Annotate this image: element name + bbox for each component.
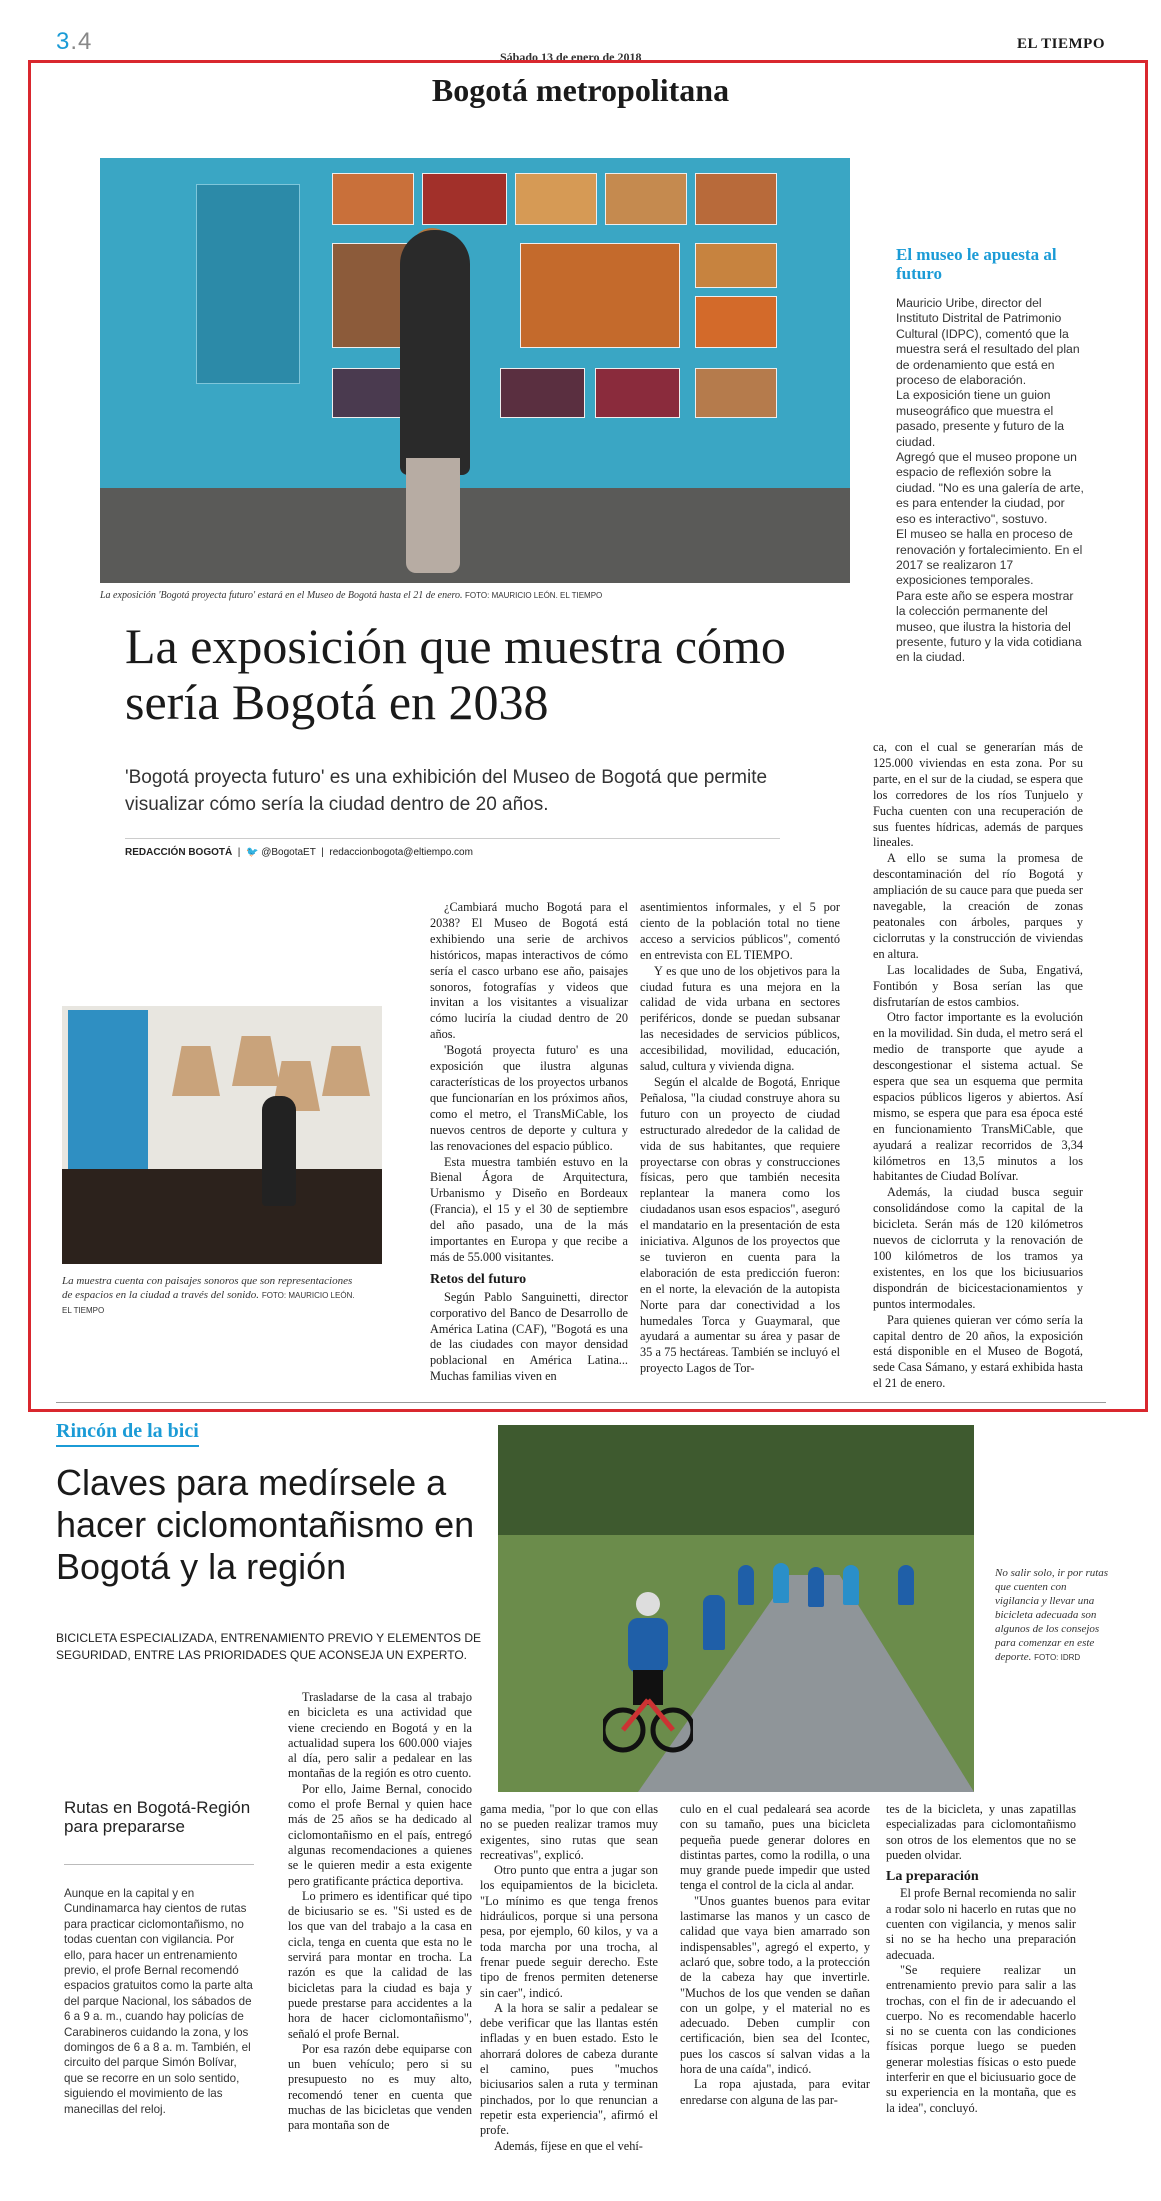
twitter-icon: 🐦 — [245, 847, 259, 858]
article-column-2 — [640, 900, 840, 1377]
paragraph: Otro factor importante es la evolución en la movilidad. Sin duda, el metro será el medio de transporte que ayude a descongestionar el sistema actual. Se espera que sea un esquema que permita espacios públicos ligeros y abiertos. Así mismo, se espera que para esa época esté en funcionamiento TransMiCable, que ayudará a realizar recorridos de 3,34 kilómetros en 13,5 minutos a los habitantes de Ciudad Bolívar. — [873, 1010, 1083, 1184]
page-number — [56, 28, 92, 56]
caption-text: La exposición 'Bogotá proyecta futuro' estará en el Museo de Bogotá hasta el 21 de enero. — [100, 590, 463, 601]
cyclists-photo — [498, 1425, 974, 1792]
subheading: Retos del futuro — [430, 1271, 527, 1287]
photo2-caption — [62, 1274, 362, 1318]
paragraph: Por esa razón debe equiparse con un buen vehículo; pero si su presupuesto no es muy alto, recomendó tener en cuenta que muchas de las bicicletas que venden para montaña son de — [288, 2041, 472, 2133]
paragraph: Esta muestra también estuvo en la Bienal Ágora de Arquitectura, Urbanismo y Diseño en Bordeaux (Francia), el 15 y el 30 de septiembre del año pasado, una de la más importantes en Europa y que recibe a más de 55.000 visitantes. — [430, 1154, 628, 1264]
exhibit-picture — [500, 368, 585, 418]
paragraph: Por ello, Jaime Bernal, conocido como el profe Bernal y quien hace más de 25 años se ha dedicado al ciclomontañismo en el país, entregó algunas recomendaciones a quienes se le quieren medir a esta exigente pero gratificante práctica deportiva. — [288, 1781, 472, 1888]
paragraph: Y es que uno de los objetivos para la ciudad futura es una mejora en la calidad de vida urbana en sectores periféricos, donde se puedan subsanar las necesidades de servicios públicos, accesibilidad, movilidad, educación, salud, cultura y vivienda digna. — [640, 963, 840, 1074]
paragraph: asentimientos informales, y el 5 por ciento de la población total no tiene acceso a servicios públicos", comentó en entrevista con EL TIEMPO. — [640, 900, 840, 962]
byline-twitter[interactable]: @BogotaET — [261, 847, 316, 858]
exhibit-picture — [695, 368, 777, 418]
headline: La exposición que muestra cómo sería Bogotá en 2038 — [125, 618, 786, 730]
bike-column-4 — [886, 1802, 1076, 2116]
lamp-shade — [172, 1046, 220, 1096]
paragraph: ca, con el cual se generarían más de 125.000 viviendas en esta zona. Por su parte, en el sur de la ciudad, se espera que los corredores de los ríos Tunjuelo y Fucha cuenten con una recuperación de sus fuentes hídricas, además de parques lineales. — [873, 740, 1083, 850]
exhibit-picture — [520, 243, 680, 348]
article-column-1 — [430, 900, 628, 1385]
byline: REDACCIÓN BOGOTÁ | 🐦 @BogotaET | redaccionbogota@eltiempo.com — [125, 838, 780, 858]
info-panel — [196, 184, 300, 384]
paragraph: tes de la bicicleta, y unas zapatillas especializadas para ciclomontañismo son otros de los elementos que no se pueden olvidar. — [886, 1802, 1076, 1862]
sidebar-paragraph: Mauricio Uribe, director del Instituto Distrital de Patrimonio Cultural (IDPC), comentó que la muestra será el resultado del plan de ordenamiento que está en proceso de elaboración. — [896, 296, 1080, 388]
paragraph: El profe Bernal recomienda no salir a rodar solo ni hacerlo en rutas que no cuenten con vigilancia, y menos salir si no se ha hecho una preparación adecuada. — [886, 1886, 1076, 1962]
photo-credit: FOTO: MAURICIO LEÓN. EL TIEMPO — [62, 1291, 355, 1315]
paragraph: Trasladarse de la casa al trabajo en bicicleta es una actividad que viene creciendo en Bogotá y en la actualidad supera los 600.000 viajes al día, pero salir a pedalear en las montañas de la región es otro cuento. — [288, 1690, 472, 1781]
bike-column-1 — [288, 1690, 472, 2134]
box-body: Aunque en la capital y en Cundinamarca hay cientos de rutas para practicar ciclomontañismo, no todas cuentan con vigilancia. Por ello, para hacer un entrenamiento previo, el profe Bernal recomendó espacios gratuitos como la parte alta del parque Nacional, los sábados de 6 a 9 a. m., cuando hay policías de Carabineros cuidando la zona, y los domingos de 6 a 8 a. m. También, el circuito del parque Simón Bolívar, que se recorre en un solo sentido, siguiendo el movimiento de las manecillas del reloj. — [64, 1887, 253, 2116]
byline-author: REDACCIÓN BOGOTÁ — [125, 847, 233, 858]
visitor-figure — [262, 1096, 296, 1206]
caption-text: No salir solo, ir por rutas que cuenten con vigilancia y llevar una bicicleta adecuada son algunos de los consejos para comenzar en este deporte. — [995, 1567, 1109, 1663]
sidebar-title: El museo le apuesta al futuro — [896, 245, 1057, 283]
kicker: Rincón de la bici — [56, 1420, 199, 1447]
bike-column-3 — [680, 1802, 870, 2108]
paragraph: Lo primero es identificar qué tipo de biciusario se es. "Si usted es de los que van del trabajo a la casa en cicla, tenga en cuenta que esta no le servirá para montar en trocha. La razón es que la calidad de las bicicletas para la ciudad es baja y puede prestarse para accidentes a la hora de hacer ciclomontañismo", señaló el profe Bernal. — [288, 1888, 472, 2041]
exhibit-picture — [332, 173, 414, 225]
exhibit-picture — [595, 368, 680, 418]
subheading: La preparación — [886, 1869, 979, 1885]
sidebar-paragraph: Para este año se espera mostrar la colección permanente del museo, que ilustra la historia del presente, futuro y la vida cotidiana en la ciudad. — [896, 588, 1082, 665]
box-rule — [64, 1864, 254, 1865]
cyclist — [808, 1567, 824, 1607]
sidebar-paragraph: La exposición tiene un guion museográfico que muestra el pasado, presente y futuro de la ciudad. — [896, 388, 1065, 449]
deck: 'Bogotá proyecta futuro' es una exhibición del Museo de Bogotá que permite visualizar cómo sería la ciudad dentro de 20 años. — [125, 767, 768, 815]
lead-cyclist — [603, 1590, 693, 1755]
exhibit-picture — [695, 296, 777, 348]
paragraph: Además, fíjese en que el vehí- — [494, 2138, 643, 2153]
floor — [62, 1169, 382, 1264]
bike-headline: Claves para medírsele a hacer ciclomontañismo en Bogotá y la región — [56, 1462, 475, 1587]
page-number-sub: .4 — [70, 28, 93, 55]
paragraph: Otro punto que entra a jugar son los equipamientos de la bicicleta. "Lo mínimo es que tenga frenos hidráulicos, porque si una persona pesa, por ejemplo, 60 kilos, y va a toda marcha por una trocha, al frenar puede seguir derecho. Este tipo de frenos permiten detenerse sin caer", indicó. — [480, 1863, 658, 2000]
byline-email[interactable]: redaccionbogota@eltiempo.com — [329, 847, 473, 858]
sound-installation-photo — [62, 1006, 382, 1264]
paragraph: Según Pablo Sanguinetti, director corporativo del Banco de Desarrollo de América Latina (CAF), "Bogotá es una de las ciudades con mayor densidad poblacional en América Latina... Muchas familias viven en — [430, 1289, 628, 1384]
issue-date: Sábado 13 de enero de 2018 — [500, 50, 642, 64]
page-number-main: 3 — [56, 28, 71, 55]
photo-credit: FOTO: IDRD — [1034, 1653, 1081, 1662]
paragraph: A la hora se salir a pedalear se debe verificar que las llantas estén infladas y en buen estado. Esto le ahorrará dolores de cabeza durante el camino, pues "muchos biciusarios salen a ruta y terminan pinchados, por lo que renuncian a repetir esta experiencia", afirmó el profe. — [480, 2000, 658, 2138]
paragraph: 'Bogotá proyecta futuro' es una exposición que ilustra algunas características de los proyectos urbanos que funcionarían en los próximos años, como el metro, el TransMiCable, los nuevos centros de deporte y cultura y las renovaciones del espacio público. — [430, 1043, 628, 1153]
section-divider — [56, 1402, 1106, 1403]
photo-caption — [100, 590, 860, 601]
cyclist — [773, 1563, 789, 1603]
section-title: Bogotá metropolitana — [431, 72, 730, 108]
lamp-shade — [322, 1046, 370, 1096]
exhibit-picture — [695, 243, 777, 288]
exhibition-photo — [100, 158, 850, 583]
sidebar-body — [896, 296, 1086, 666]
exhibit-picture — [605, 173, 687, 225]
paragraph: gama media, "por lo que con ellas no se pueden realizar tramos muy exigentes, sino rutas que sean recreativas", explicó. — [480, 1802, 658, 1862]
exhibit-picture — [695, 173, 777, 225]
newspaper-logo: EL TIEMPO — [1017, 36, 1105, 52]
sidebar-paragraph: Agregó que el museo propone un espacio de reflexión sobre la ciudad. "No es una galería de arte, es para entender la ciudad, por eso es interactivo", sostuvo. — [896, 450, 1084, 526]
exhibit-picture — [515, 173, 597, 225]
trees — [498, 1425, 974, 1535]
paragraph: A ello se suma la promesa de descontaminación del río Bogotá y ampliación de su cauce para que pueda ser navegable, la creación de zonas peatonales con árboles, parques y ciclorrutas y la construcción de viviendas en altura. — [873, 851, 1083, 961]
floor — [100, 488, 850, 583]
box-title: Rutas en Bogotá-Región para prepararse — [64, 1798, 251, 1836]
paragraph: Además, la ciudad busca seguir consolidándose como la capital de la bicicleta. Serán más de 120 kilómetros nuevos de ciclorruta y la renovación de 100 kilómetros de los tramos ya existentes, en los que los biciusuarios dispondrán de bicicestacionamientos y puntos intermodales. — [873, 1185, 1083, 1311]
paragraph: La ropa ajustada, para evitar enredarse con alguna de las par- — [680, 2077, 870, 2107]
paragraph: Según el alcalde de Bogotá, Enrique Peñalosa, "la ciudad construye ahora su futuro con un proyecto de ciudad estructurado alrededor de la calidad de vida de sus habitantes, que requiere proyectarse con obras y construcciones físicas, pero que también necesita replantear la manera como los ciudadanos usan esos espacios", aseguró el mandatario en la presentación de esta iniciativa. Algunos de los proyectos que se tuvieron en cuenta para la elaboración de esta predicción fueron: en el norte, la elevación de la autopista Norte para dar conectividad a los humedales Torca y Guaymaral, que ayudará a aumentar su área y pasar de 35 a 75 hectáreas. También se incluyó el proyecto Lagos de Tor- — [640, 1074, 840, 1376]
cyclist — [843, 1565, 859, 1605]
paragraph: "Unos guantes buenos para evitar lastimarse las manos y un casco de calidad que vaya bien amarrado son indispensables", agregó el experto, y aclaró que, sobre todo, a la protección de la cabeza hay que invertirle. "Muchos de los que venden se dañan con un golpe, y el material no es adecuado. Deben cumplir con certificación, bien sea del Icontec, pues los cascos sí salvan vidas a la hora de una caída", indicó. — [680, 1893, 870, 2077]
paragraph: "Se requiere realizar un entrenamiento previo para salir a las trochas, con el fin de ir adecuando el cuerpo. No es recomendable hacerlo si no se cuenta con las condiciones físicas porque luego se pueden generar molestias físicas o esto puede interferir en que el biciusuario goce de su experiencia en la montaña, que es la idea", concluyó. — [886, 1962, 1076, 2115]
paragraph: Las localidades de Suba, Engativá, Fontibón y Bosa serían las que disfrutarían de estos cambios. — [873, 962, 1083, 1009]
bike-photo-caption — [995, 1566, 1113, 1665]
lamp-shade — [232, 1036, 280, 1086]
visitor-figure — [400, 230, 470, 475]
article-column-3 — [873, 740, 1083, 1392]
exhibit-picture — [422, 173, 507, 225]
visitor-legs — [406, 458, 460, 573]
cyclist — [898, 1565, 914, 1605]
sidebar-paragraph: El museo se halla en proceso de renovación y fortalecimiento. En el 2017 se realizaron 17 exposiciones temporales. — [896, 527, 1083, 588]
bike-deck: BICICLETA ESPECIALIZADA, ENTRENAMIENTO PREVIO Y ELEMENTOS DE SEGURIDAD, ENTRE LAS PRIORIDADES QUE ACONSEJA UN EXPERTO. — [56, 1631, 482, 1662]
paragraph: culo en el cual pedaleará sea acorde con su tamaño, pues una bicicleta pequeña puede generar dolores en distintas partes, como la rodilla, o una muy grande puede impedir que usted tenga el control de la cicla al andar. — [680, 1802, 870, 1893]
photo-credit: FOTO: MAURICIO LEÓN. EL TIEMPO — [465, 591, 603, 600]
paragraph: ¿Cambiará mucho Bogotá para el 2038? El Museo de Bogotá está exhibiendo una serie de archivos históricos, mapas interactivos de cómo sería el casco urbano ese año, paisajes sonoros, fotografías y videos que invitan a los visitantes a visualizar cómo luciría la ciudad dentro de 20 años. — [430, 900, 628, 1042]
cyclist — [703, 1595, 725, 1650]
paragraph: Para quienes quieran ver cómo sería la capital dentro de 20 años, la exposición está disponible en el Museo de Bogotá, sede Casa Sámano, y estará exhibida hasta el 21 de enero. — [873, 1312, 1083, 1391]
caption-text: La muestra cuenta con paisajes sonoros que son representaciones de espacios en la ciudad a través del sonido. — [62, 1275, 353, 1301]
bike-column-2 — [480, 1802, 658, 2154]
cyclist — [738, 1565, 754, 1605]
